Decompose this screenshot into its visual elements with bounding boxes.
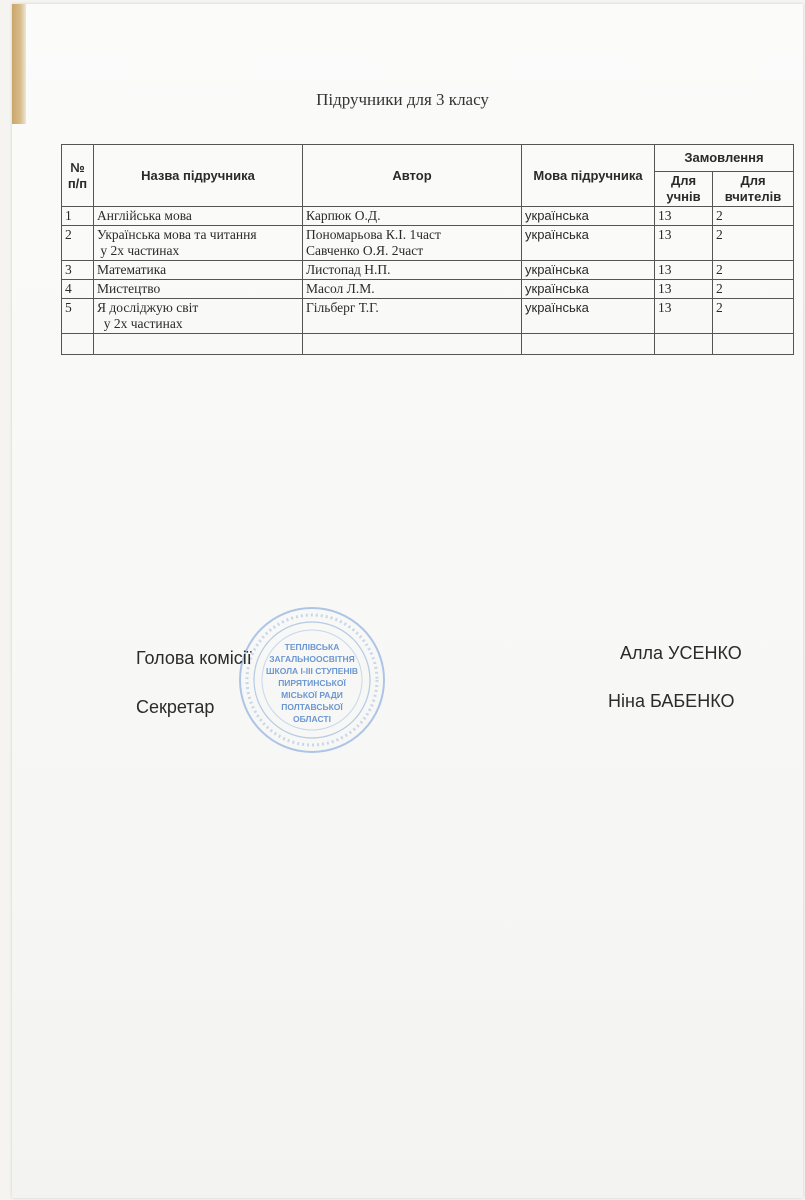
empty-cell — [303, 334, 522, 355]
row-language: українська — [522, 261, 655, 280]
table-header-row — [62, 145, 794, 172]
row-language: українська — [522, 280, 655, 299]
table-row — [62, 226, 794, 261]
row-teachers: 2 — [713, 261, 794, 280]
row-num: 2 — [62, 226, 94, 261]
row-num: 4 — [62, 280, 94, 299]
head-role: Голова комісії — [136, 648, 252, 668]
row-teachers: 2 — [713, 226, 794, 261]
table-row — [62, 299, 794, 334]
row-teachers: 2 — [713, 299, 794, 334]
row-students: 13 — [655, 226, 713, 261]
row-num: 1 — [62, 207, 94, 226]
row-name: Я досліджую світ у 2х частинах — [94, 299, 303, 334]
empty-cell — [713, 334, 794, 355]
header-author: Автор — [303, 145, 522, 207]
row-teachers: 2 — [713, 280, 794, 299]
row-teachers: 2 — [713, 207, 794, 226]
table-row — [62, 207, 794, 226]
row-students: 13 — [655, 207, 713, 226]
row-num: 5 — [62, 299, 94, 334]
header-students: Для учнів — [655, 172, 713, 207]
row-num: 3 — [62, 261, 94, 280]
textbooks-table — [61, 144, 794, 355]
row-author: Листопад Н.П. — [303, 261, 522, 280]
header-teachers: Для вчителів — [713, 172, 794, 207]
row-language: українська — [522, 207, 655, 226]
row-author: Масол Л.М. — [303, 280, 522, 299]
row-author: Пономарьова К.І. 1част Савченко О.Я. 2част — [303, 226, 522, 261]
row-students: 13 — [655, 299, 713, 334]
page-title: Підручники для 3 класу — [316, 90, 489, 109]
row-name: Англійська мова — [94, 207, 303, 226]
row-author: Гільберг Т.Г. — [303, 299, 522, 334]
header-name: Назва підручника — [94, 145, 303, 207]
empty-cell — [94, 334, 303, 355]
row-name: Математика — [94, 261, 303, 280]
table-row — [62, 261, 794, 280]
secretary-name: Ніна БАБЕНКО — [608, 691, 735, 711]
row-author: Карпюк О.Д. — [303, 207, 522, 226]
row-students: 13 — [655, 261, 713, 280]
empty-cell — [522, 334, 655, 355]
row-students: 13 — [655, 280, 713, 299]
head-name: Алла УСЕНКО — [620, 643, 742, 663]
row-language: українська — [522, 299, 655, 334]
row-name: Мистецтво — [94, 280, 303, 299]
table-row — [62, 280, 794, 299]
empty-cell — [62, 334, 94, 355]
row-name: Українська мова та читання у 2х частинах — [94, 226, 303, 261]
header-language: Мова підручника — [522, 145, 655, 207]
empty-cell — [655, 334, 713, 355]
table-row-empty — [62, 334, 794, 355]
header-order: Замовлення — [655, 145, 794, 172]
secretary-role: Секретар — [136, 697, 215, 717]
seal-text: ТЕПЛІВСЬКА ЗАГАЛЬНООСВІТНЯ ШКОЛА І-ІІІ СТУПЕНІВ ПИРЯТИНСЬКОЇ МІСЬКОЇ РАДИ ПОЛТАВСЬКОЇ ОБЛАСТІ — [265, 642, 359, 724]
row-language: українська — [522, 226, 655, 261]
header-num: № п/п — [62, 145, 94, 207]
